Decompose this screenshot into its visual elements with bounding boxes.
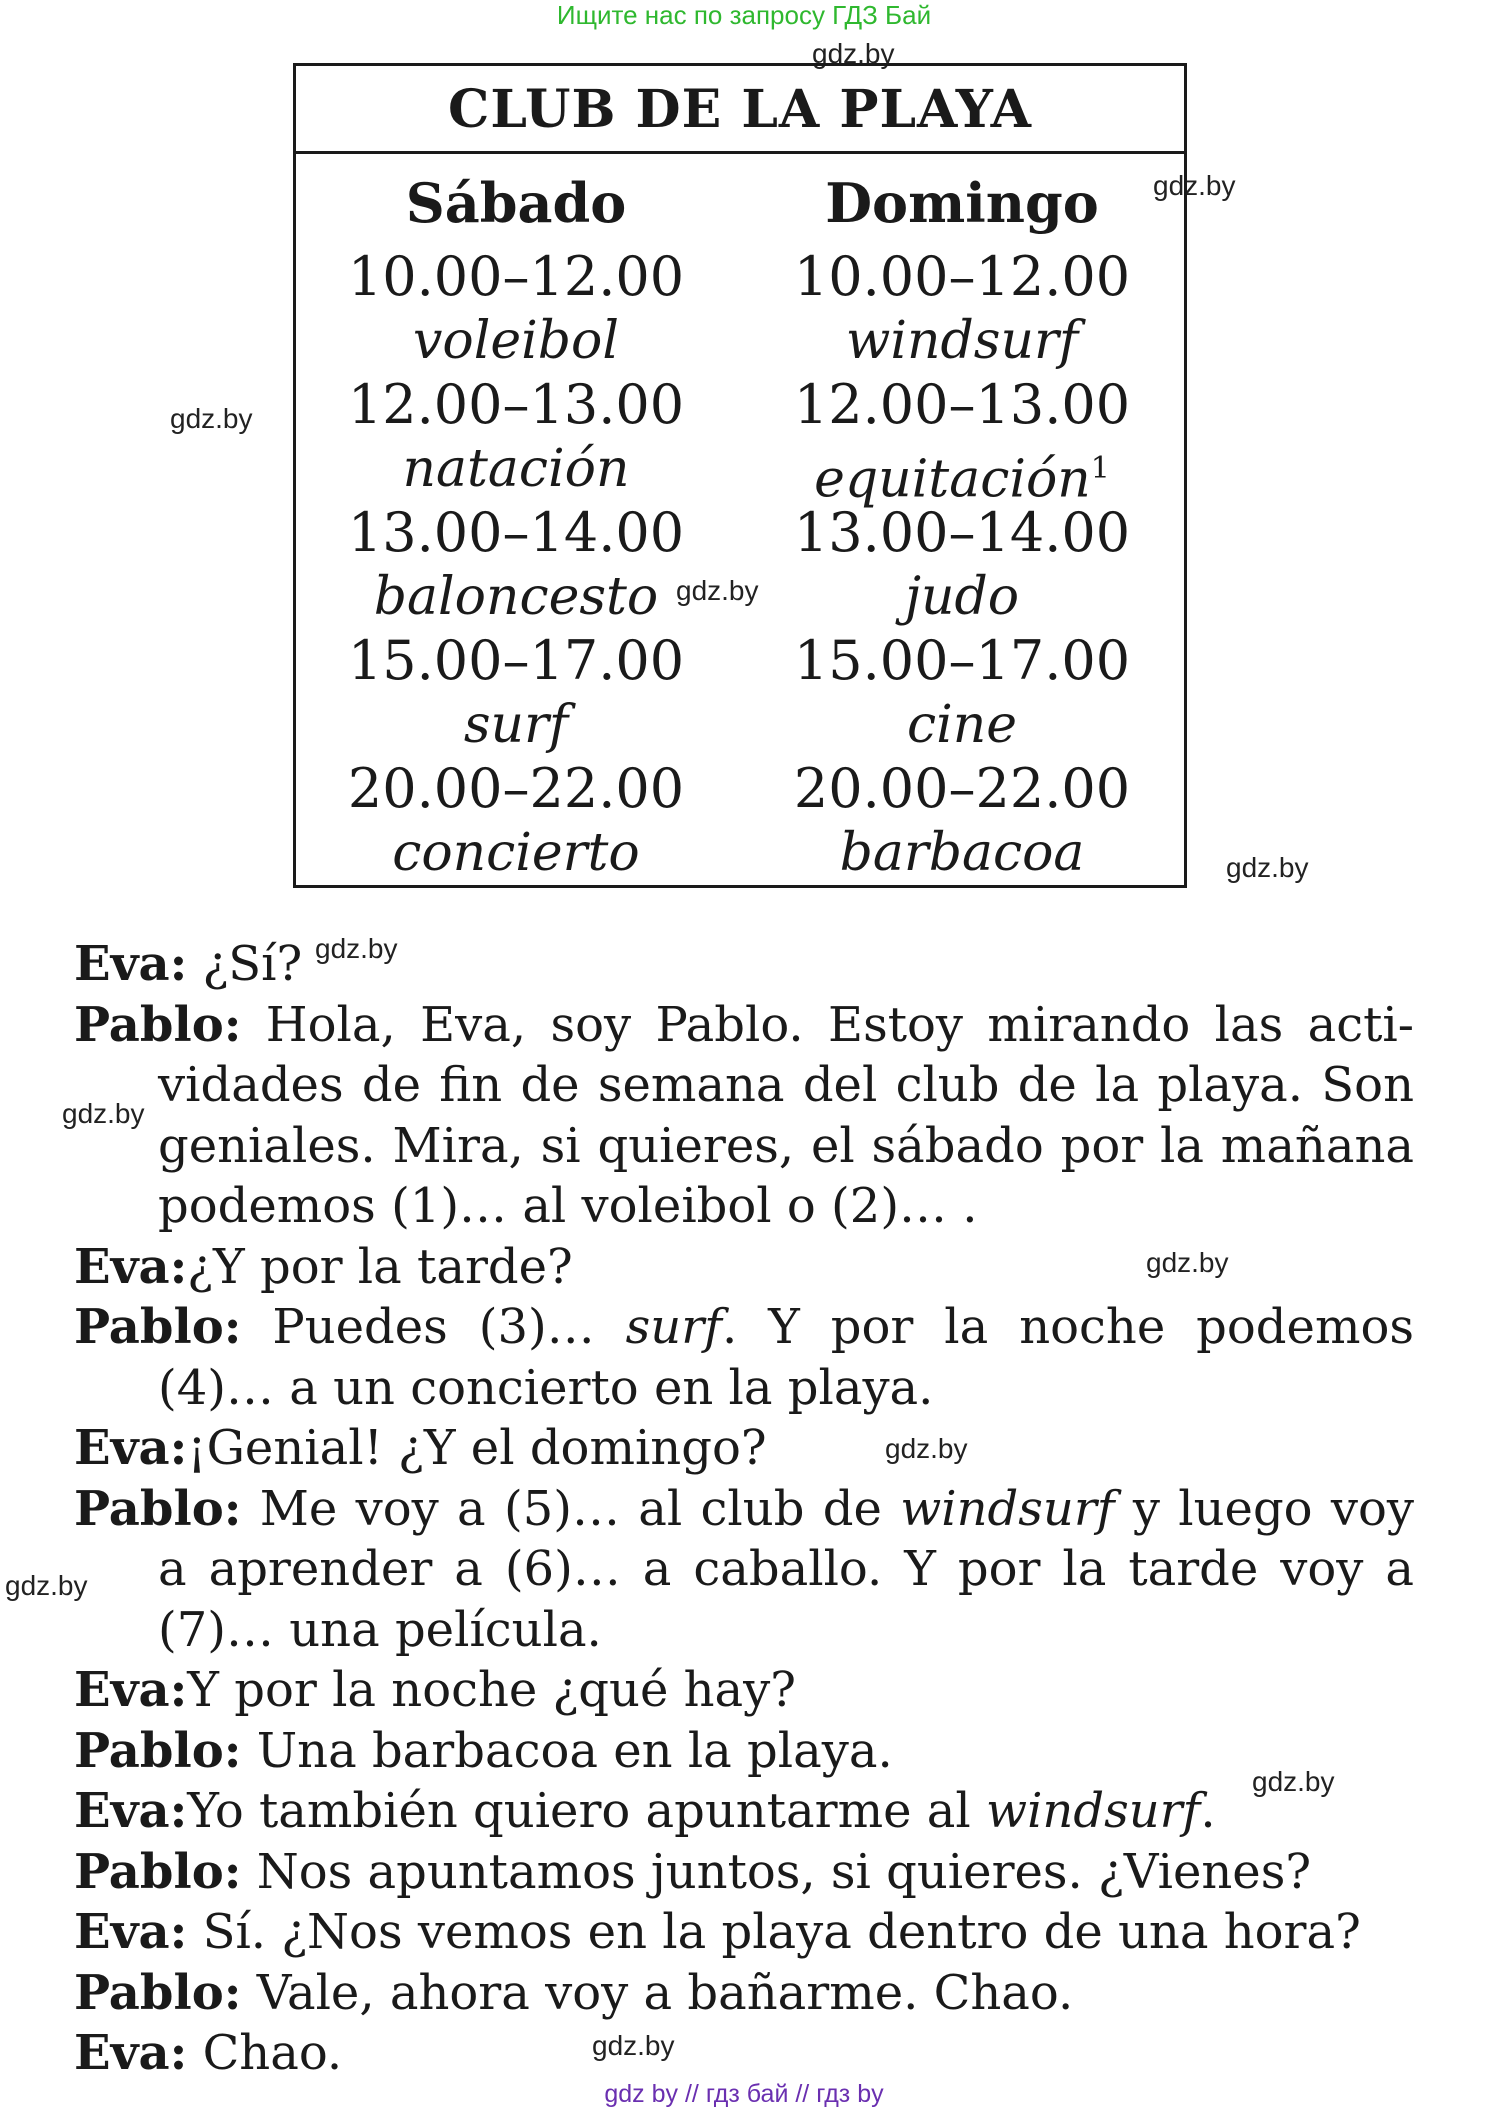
line-text: Nos apuntamos juntos, si quieres. ¿Vienes? (256, 1843, 1312, 1900)
slot-activity: judo (904, 567, 1020, 627)
slot-activity: voleibol (413, 311, 619, 371)
dialogue-line (74, 1055, 1414, 1116)
line-text: (7)… una película. (158, 1601, 602, 1658)
speaker-eva: Eva: (74, 1662, 188, 1718)
dialogue-line (74, 995, 1414, 1056)
line-text: Y por la noche ¿qué hay? (187, 1662, 796, 1718)
dialogue-line (74, 934, 1414, 995)
line-text: a aprender a (6)… a caballo. Y por la tarde voy a (158, 1541, 1414, 1597)
line-text-italic: surf (625, 1299, 722, 1355)
dialogue-line (74, 1902, 1414, 1963)
line-text: Chao. (202, 2025, 343, 2081)
day-header: Sábado (405, 171, 627, 235)
dialogue-line (74, 1297, 1414, 1358)
slot-activity: equitación (814, 449, 1091, 510)
speaker-pablo: Pablo: (74, 1299, 242, 1355)
speaker-eva: Eva: (74, 1238, 188, 1295)
line-text: . Y por la noche podemos (721, 1299, 1414, 1355)
speaker-eva: Eva: (74, 1904, 188, 1960)
slot-activity: barbacoa (839, 823, 1085, 883)
line-text: ¿Y por la tarde? (187, 1238, 573, 1295)
watermark: gdz.by (812, 38, 895, 69)
schedule-title: CLUB DE LA PLAYA (296, 66, 1184, 154)
line-text: Una barbacoa en la playa. (256, 1722, 893, 1779)
line-text: Hola, Eva, soy Pablo. Estoy mirando las acti- (265, 996, 1414, 1053)
column-saturday (306, 161, 726, 885)
slot-activity: windsurf (845, 311, 1079, 371)
watermark: gdz.by (1146, 1247, 1229, 1278)
site-banner: Ищите нас по запросу ГДЗ Бай (556, 0, 932, 30)
slot-time: 20.00–22.00 (793, 757, 1131, 820)
watermark: gdz.by (62, 1098, 145, 1129)
slot-activity: surf (463, 695, 569, 755)
dialogue-line (74, 1842, 1414, 1903)
line-text: Yo también quiero apuntarme al (187, 1783, 971, 1839)
line-text: (4)… a un concierto en la playa. (158, 1359, 934, 1416)
watermark: gdz.by (5, 1570, 88, 1601)
line-text: Me voy a (5)… al club de (259, 1480, 882, 1537)
line-text: Sí. ¿Nos vemos en la playa dentro de una hora? (202, 1904, 1361, 1960)
slot-time: 12.00–13.00 (347, 373, 685, 436)
dialogue-line (74, 1963, 1414, 2024)
dialogue-line (74, 2023, 1414, 2084)
watermark: gdz.by (315, 933, 398, 964)
dialogue-line (74, 1721, 1414, 1782)
speaker-eva: Eva: (74, 1420, 188, 1476)
speaker-eva: Eva: (74, 936, 188, 992)
slot-time: 15.00–17.00 (347, 629, 685, 692)
slot-activity: natación (402, 439, 630, 499)
line-text-italic: windsurf (985, 1783, 1201, 1839)
slot-activity: baloncesto (373, 567, 659, 627)
watermark: gdz.by (1226, 852, 1309, 883)
watermark: gdz.by (170, 403, 253, 434)
slot-time: 10.00–12.00 (793, 245, 1131, 308)
dialogue-line (74, 1539, 1414, 1600)
watermark: gdz.by (885, 1433, 968, 1464)
slot-time: 10.00–12.00 (347, 245, 685, 308)
footnote-mark: 1 (1090, 451, 1110, 486)
speaker-pablo: Pablo: (74, 1480, 242, 1537)
slot-activity: cine (906, 695, 1018, 755)
dialogue-line (74, 1600, 1414, 1661)
line-text: Vale, ahora voy a bañarme. Chao. (256, 1964, 1074, 2021)
slot-time: 15.00–17.00 (793, 629, 1131, 692)
dialogue-line (74, 1237, 1414, 1298)
speaker-pablo: Pablo: (74, 1722, 242, 1779)
watermark: gdz.by (676, 575, 759, 606)
slot-time: 13.00–14.00 (793, 501, 1131, 564)
slot-time: 20.00–22.00 (347, 757, 685, 820)
schedule-table (293, 63, 1187, 888)
line-text: podemos (1)… al voleibol o (2)… . (158, 1178, 978, 1234)
dialogue-line (74, 1116, 1414, 1177)
line-text: ¿Sí? (202, 936, 303, 992)
line-text: ¡Genial! ¿Y el domingo? (187, 1420, 767, 1476)
slot-time: 12.00–13.00 (793, 373, 1131, 436)
line-text: Puedes (3)… (272, 1299, 595, 1355)
dialogue-line (74, 1781, 1414, 1842)
speaker-pablo: Pablo: (74, 1843, 242, 1900)
line-text: y luego voy (1132, 1480, 1415, 1537)
speaker-pablo: Pablo: (74, 1964, 242, 2021)
line-text: vidades de fin de semana del club de la playa. Son (158, 1057, 1414, 1113)
speaker-eva: Eva: (74, 1783, 188, 1839)
dialogue-line (74, 1176, 1414, 1237)
dialogue-line (74, 1479, 1414, 1540)
slot-activity-wrap (752, 437, 1172, 510)
line-text-italic: windsurf (900, 1480, 1115, 1537)
watermark: gdz.by (1252, 1766, 1335, 1797)
line-text: geniales. Mira, si quieres, el sábado por la mañana (158, 1117, 1414, 1174)
line-text: . (1200, 1783, 1216, 1839)
dialogue-line (74, 1660, 1414, 1721)
slot-time: 13.00–14.00 (347, 501, 685, 564)
column-sunday (752, 161, 1172, 885)
dialogue (74, 934, 1414, 2084)
dialogue-line (74, 1418, 1414, 1479)
site-footer: gdz by // гдз бай // гдз by (604, 2080, 884, 2108)
watermark: gdz.by (592, 2030, 675, 2061)
watermark: gdz.by (1153, 170, 1236, 201)
speaker-pablo: Pablo: (74, 996, 242, 1053)
slot-activity: concierto (392, 823, 640, 883)
speaker-eva: Eva: (74, 2025, 188, 2081)
dialogue-line (74, 1358, 1414, 1419)
day-header: Domingo (825, 171, 1099, 235)
